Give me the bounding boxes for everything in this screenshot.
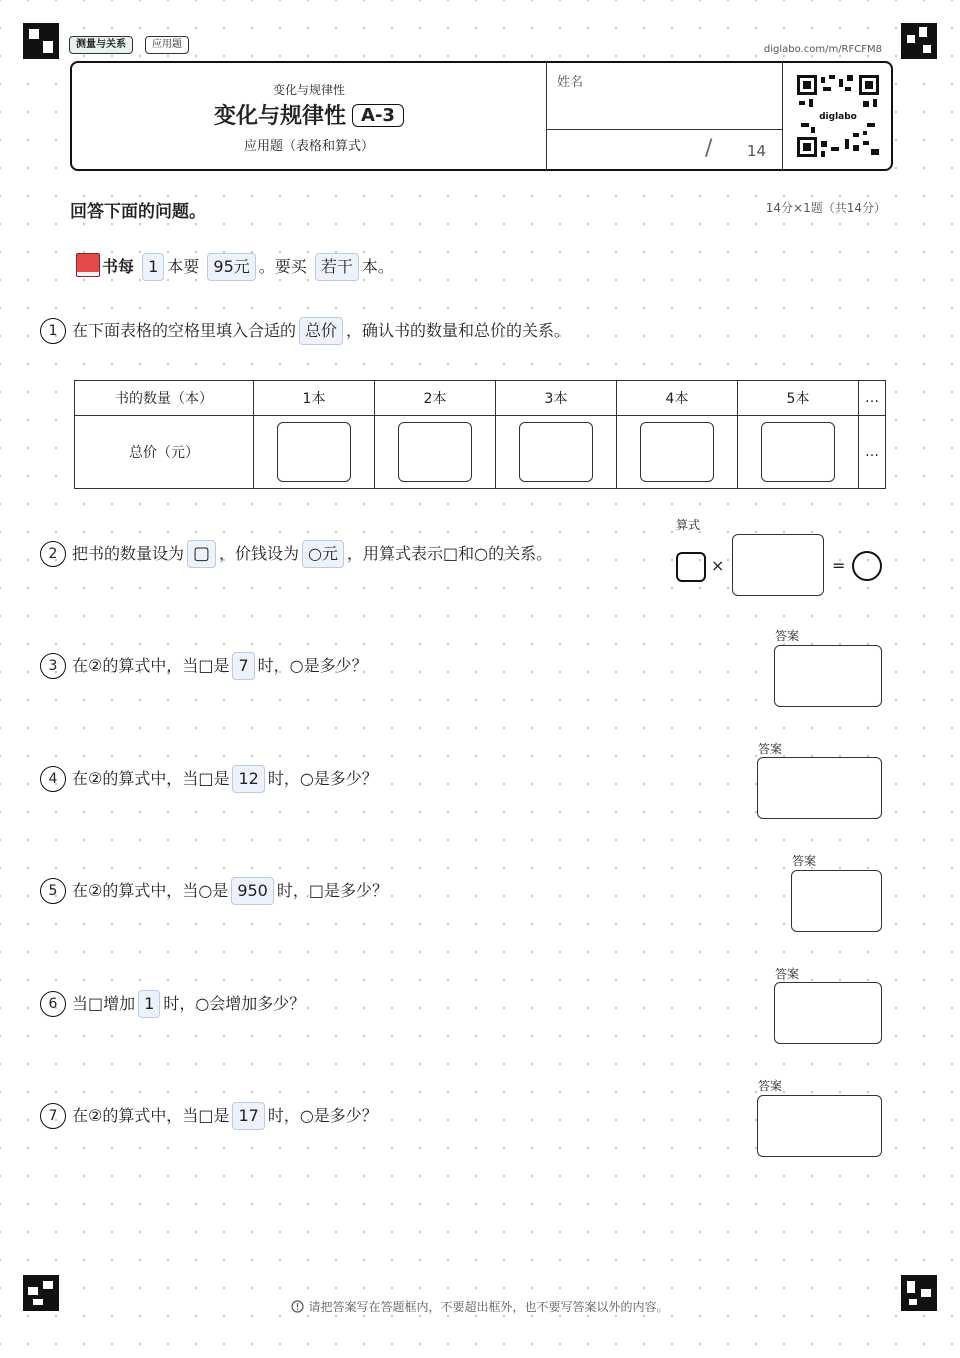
question-number: 2 (40, 541, 66, 567)
answer-label: 答案 (792, 854, 817, 868)
question-text: ，用算式表示□和○的关系。 (347, 544, 553, 563)
answer-label: 答案 (758, 742, 783, 756)
answer-label: 答案 (775, 629, 800, 643)
score-field[interactable] (546, 130, 783, 169)
book-icon (76, 253, 100, 277)
table-cell: 5本 (738, 381, 859, 416)
footer-note (0, 1298, 960, 1315)
question-text: 当□增加 (72, 994, 136, 1013)
question-number: 4 (40, 766, 66, 792)
question-value: 7 (232, 652, 254, 680)
table-row-header: 书的数量（本） (75, 381, 254, 416)
square-icon (676, 552, 706, 582)
question-text: 把书的数量设为 (72, 544, 185, 563)
premise-text-3: 。要买 (258, 257, 307, 276)
square-symbol: ▢ (187, 540, 216, 568)
price-input-box[interactable] (398, 422, 472, 482)
question-number: 5 (40, 878, 66, 904)
info-icon (291, 1300, 304, 1313)
question-5 (40, 876, 388, 906)
question-text: 时，□是多少？ (276, 881, 388, 900)
question-7 (40, 1101, 378, 1131)
category-tag: 测量与关系 (69, 36, 133, 54)
qr-area (782, 63, 892, 169)
table-cell: 4本 (617, 381, 738, 416)
premise-value-2: 95元 (207, 253, 255, 281)
name-field[interactable] (546, 63, 783, 130)
corner-marker-top-right (901, 23, 937, 59)
question-text: 时，○是多少？ (267, 769, 378, 788)
premise-text-1: 书每 (102, 257, 135, 276)
table-cell (617, 416, 738, 489)
footer-text: 请把答案写在答题框内，不要超出框外，也不要写答案以外的内容。 (308, 1300, 669, 1314)
price-input-box[interactable] (640, 422, 714, 482)
table-cell: 1本 (254, 381, 375, 416)
name-label: 姓名 (557, 75, 584, 90)
question-1 (40, 316, 570, 346)
title-text: 变化与规律性 (214, 104, 347, 129)
answer-box-5[interactable] (791, 870, 882, 932)
question-4 (40, 764, 378, 794)
table-row (75, 416, 886, 489)
answer-box-3[interactable] (774, 645, 882, 707)
question-value: 950 (231, 877, 274, 905)
times-sign: × (711, 556, 725, 575)
equals-sign: = (832, 556, 846, 575)
table-cell: 2本 (375, 381, 496, 416)
points-info: 14分×1题（共14分） (765, 201, 886, 215)
premise-value-1: 1 (142, 253, 164, 281)
type-tag: 应用题 (145, 36, 189, 54)
question-value: 17 (232, 1102, 264, 1130)
table-row-header: 总价（元） (75, 416, 254, 489)
question-text: 在下面表格的空格里填入合适的 (72, 321, 297, 340)
question-number: 6 (40, 991, 66, 1017)
question-number: 3 (40, 653, 66, 679)
answer-label: 答案 (775, 967, 800, 981)
question-value: 1 (138, 990, 160, 1018)
question-text: 在②的算式中，当□是 (72, 1106, 230, 1125)
premise-text-2: 本要 (167, 257, 200, 276)
table-ellipsis: … (859, 381, 886, 416)
premise-value-3: 若干 (315, 253, 359, 281)
header-type: 应用题（表格和算式） (243, 139, 374, 154)
question-number: 1 (40, 318, 66, 344)
table-cell (496, 416, 617, 489)
header-subtitle: 变化与规律性 (272, 83, 345, 97)
question-text: ，确认书的数量和总价的关系。 (346, 321, 571, 340)
premise-text-4: 本。 (361, 257, 394, 276)
table-cell (375, 416, 496, 489)
premise (76, 252, 394, 282)
corner-marker-top-left (23, 23, 59, 59)
answer-box-7[interactable] (757, 1095, 882, 1157)
question-3 (40, 651, 368, 681)
price-input-box[interactable] (761, 422, 835, 482)
question-text: 在②的算式中，当○是 (72, 881, 229, 900)
table-cell (738, 416, 859, 489)
question-text: 时，○会增加多少？ (163, 994, 306, 1013)
page-title (72, 99, 546, 130)
answer-box-4[interactable] (757, 757, 882, 819)
price-input-box[interactable] (277, 422, 351, 482)
score-slash: / (705, 136, 713, 161)
circle-symbol: ○元 (302, 540, 344, 568)
question-6 (40, 989, 305, 1019)
qr-label: diglabo (819, 112, 857, 122)
question-text: 在②的算式中，当□是 (72, 769, 230, 788)
instruction: 回答下面的问题。 (70, 202, 206, 222)
question-2 (40, 539, 552, 569)
table-ellipsis: … (859, 416, 886, 489)
question-highlight: 总价 (299, 317, 343, 345)
answer-box-6[interactable] (774, 982, 882, 1044)
answer-label: 答案 (758, 1079, 783, 1093)
formula-label: 算式 (676, 518, 701, 532)
table-cell: 3本 (496, 381, 617, 416)
quantity-price-table (74, 380, 886, 489)
worksheet-header (70, 61, 893, 171)
question-number: 7 (40, 1103, 66, 1129)
circle-icon (852, 551, 882, 581)
question-value: 12 (232, 765, 264, 793)
worksheet-url: diglabo.com/m/RFCFM8 (763, 44, 882, 55)
score-total: 14 (747, 142, 767, 160)
price-input-box[interactable] (519, 422, 593, 482)
formula-answer-box[interactable] (732, 534, 824, 596)
level-badge: A-3 (352, 104, 404, 127)
question-text: 在②的算式中，当□是 (72, 656, 230, 675)
question-text: 时，○是多少？ (267, 1106, 378, 1125)
qr-code-icon (797, 75, 879, 157)
question-text: ，价钱设为 (219, 544, 300, 563)
table-cell (254, 416, 375, 489)
table-row (75, 381, 886, 416)
header-title-area (72, 63, 546, 169)
question-text: 时，○是多少？ (257, 656, 368, 675)
